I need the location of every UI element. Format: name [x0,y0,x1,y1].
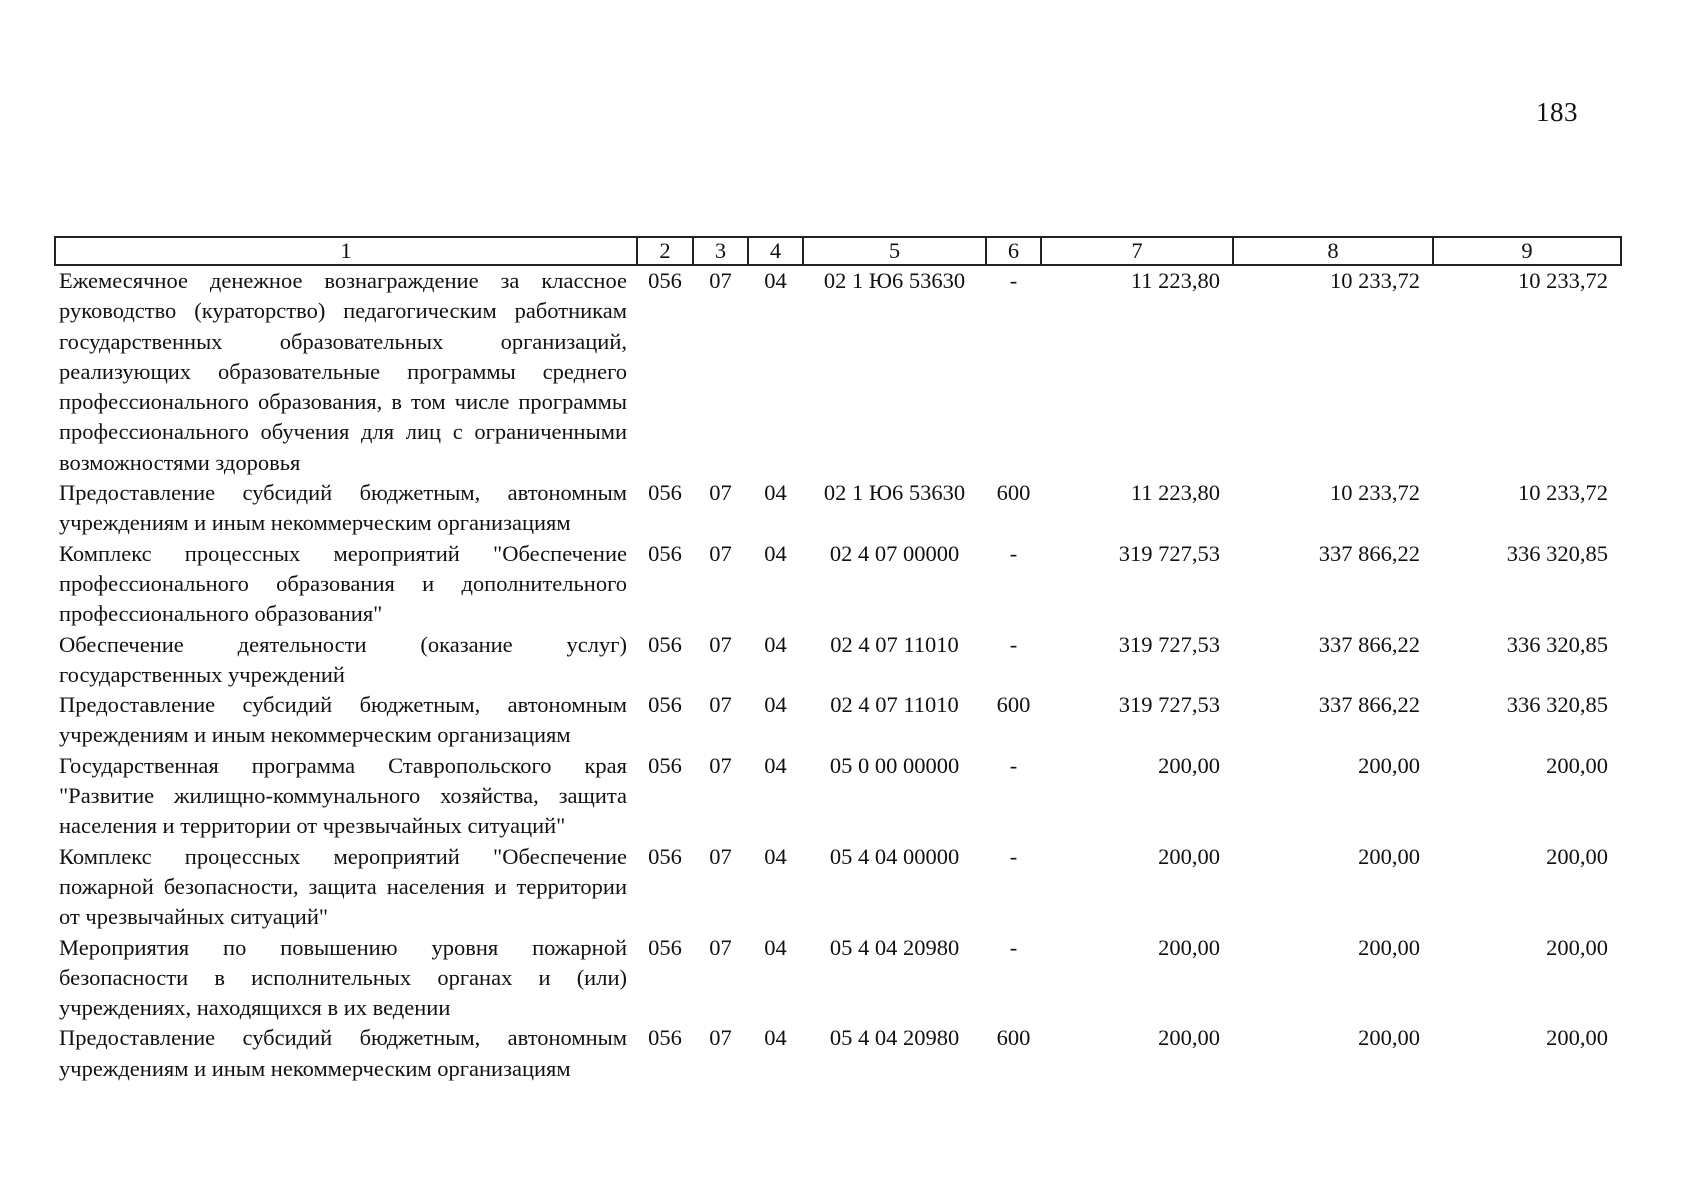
cell-col-4: 04 [764,631,787,657]
cell-col-2: 056 [648,268,682,293]
cell-col-9: 336 320,85 [1506,631,1608,657]
cell-col-5: 02 4 07 00000 [829,540,960,566]
cell-col-9: 10 233,72 [1518,480,1608,506]
cell-col-5: 05 4 04 20980 [829,934,960,960]
cell-col-6: 600 [996,1025,1031,1051]
cell-col-4: 04 [764,480,787,506]
table-row [55,933,1621,1024]
table-row [55,751,1621,842]
table-row [55,539,1621,630]
cell-col-3: 07 [709,1025,732,1051]
cell-col-5: 02 4 07 11010 [830,692,959,718]
header-col-1: 1 [55,237,637,265]
cell-col-5: 02 1 Ю6 53630 [823,480,966,506]
row-name: Ежемесячное денежное вознаграждение за классное руководство (кураторство) педагогическим работникам государственных образовательных организаций, реализующих образовательные программы среднего профессионального образования, в том числе программы профессионального обучения для лиц с ограниченными возможностями здоровья [59,268,627,475]
cell-col-9: 336 320,85 [1506,540,1608,566]
budget-table [54,236,1622,1084]
cell-col-3: 07 [709,268,732,293]
cell-col-8: 10 233,72 [1330,268,1420,293]
header-col-7: 7 [1041,237,1233,265]
cell-col-6: - [1009,631,1018,657]
cell-col-6: - [1009,843,1018,869]
cell-col-7: 11 223,80 [1130,480,1220,506]
cell-col-5: 05 4 04 20980 [829,1025,960,1051]
cell-col-8: 200,00 [1358,843,1420,869]
cell-col-2: 056 [648,480,682,506]
cell-col-8: 200,00 [1358,1025,1420,1051]
cell-col-4: 04 [764,540,787,566]
table-body [55,265,1621,1084]
cell-col-7: 319 727,53 [1118,692,1220,718]
cell-col-2: 056 [648,692,682,718]
cell-col-9: 200,00 [1546,934,1608,960]
cell-col-3: 07 [709,692,732,718]
cell-col-8: 200,00 [1358,934,1420,960]
table-row [55,478,1621,539]
cell-col-7: 319 727,53 [1118,540,1220,566]
cell-col-7: 319 727,53 [1118,631,1220,657]
cell-col-6: - [1009,540,1018,566]
cell-col-4: 04 [764,752,787,778]
cell-col-5: 05 4 04 00000 [829,843,960,869]
cell-col-3: 07 [709,480,732,506]
cell-col-6: 600 [996,480,1031,506]
table-row [55,1023,1621,1084]
header-col-8: 8 [1233,237,1433,265]
header-col-5: 5 [803,237,986,265]
cell-col-2: 056 [648,843,682,869]
cell-col-5: 02 4 07 11010 [830,631,959,657]
row-name: Комплекс процессных мероприятий "Обеспечение профессионального образования и дополнительного профессионального образования" [59,540,627,627]
table-row [55,265,1621,478]
row-name: Предоставление субсидий бюджетным, автономным учреждениям и иным некоммерческим организациям [59,1025,627,1081]
cell-col-5: 05 0 00 00000 [829,752,960,778]
table-row [55,690,1621,751]
cell-col-2: 056 [648,934,682,960]
cell-col-9: 200,00 [1546,752,1608,778]
cell-col-9: 200,00 [1546,1025,1608,1051]
cell-col-8: 10 233,72 [1330,480,1420,506]
header-col-4: 4 [748,237,803,265]
cell-col-4: 04 [764,934,787,960]
header-col-3: 3 [693,237,748,265]
cell-col-3: 07 [709,934,732,960]
cell-col-6: - [1009,752,1018,778]
cell-col-8: 337 866,22 [1318,692,1420,718]
table-row [55,842,1621,933]
cell-col-2: 056 [648,1025,682,1051]
header-col-2: 2 [637,237,693,265]
row-name: Предоставление субсидий бюджетным, автономным учреждениям и иным некоммерческим организациям [59,480,627,536]
cell-col-3: 07 [709,752,732,778]
cell-col-6: 600 [996,692,1031,718]
row-name: Мероприятия по повышению уровня пожарной безопасности в исполнительных органах и (или) учреждениях, находящихся в их ведении [59,934,627,1021]
cell-col-9: 10 233,72 [1518,268,1608,293]
cell-col-4: 04 [764,268,787,293]
cell-col-4: 04 [764,1025,787,1051]
cell-col-3: 07 [709,631,732,657]
cell-col-4: 04 [764,692,787,718]
cell-col-6: - [1009,268,1018,293]
cell-col-5: 02 1 Ю6 53630 [823,268,966,293]
cell-col-7: 200,00 [1158,843,1220,869]
row-name: Государственная программа Ставропольского края "Развитие жилищно-коммунального хозяйства, защита населения и территории от чрезвычайных ситуаций" [59,752,627,839]
cell-col-7: 200,00 [1158,1025,1220,1051]
header-col-6: 6 [986,237,1041,265]
cell-col-2: 056 [648,752,682,778]
cell-col-9: 336 320,85 [1506,692,1608,718]
row-name: Предоставление субсидий бюджетным, автономным учреждениям и иным некоммерческим организациям [59,692,627,748]
cell-col-8: 337 866,22 [1318,631,1420,657]
cell-col-8: 200,00 [1358,752,1420,778]
header-col-9: 9 [1433,237,1621,265]
cell-col-4: 04 [764,843,787,869]
cell-col-7: 200,00 [1158,752,1220,778]
cell-col-8: 337 866,22 [1318,540,1420,566]
cell-col-3: 07 [709,843,732,869]
cell-col-3: 07 [709,540,732,566]
cell-col-9: 200,00 [1546,843,1608,869]
cell-col-7: 200,00 [1158,934,1220,960]
cell-col-2: 056 [648,631,682,657]
cell-col-2: 056 [648,540,682,566]
row-name: Обеспечение деятельности (оказание услуг) государственных учреждений [59,631,627,687]
cell-col-6: - [1009,934,1018,960]
table-header-row [55,237,1621,265]
table-row [55,630,1621,691]
page-number: 183 [1536,97,1578,127]
cell-col-7: 11 223,80 [1130,268,1220,293]
row-name: Комплекс процессных мероприятий "Обеспечение пожарной безопасности, защита населения и территории от чрезвычайных ситуаций" [59,843,627,930]
